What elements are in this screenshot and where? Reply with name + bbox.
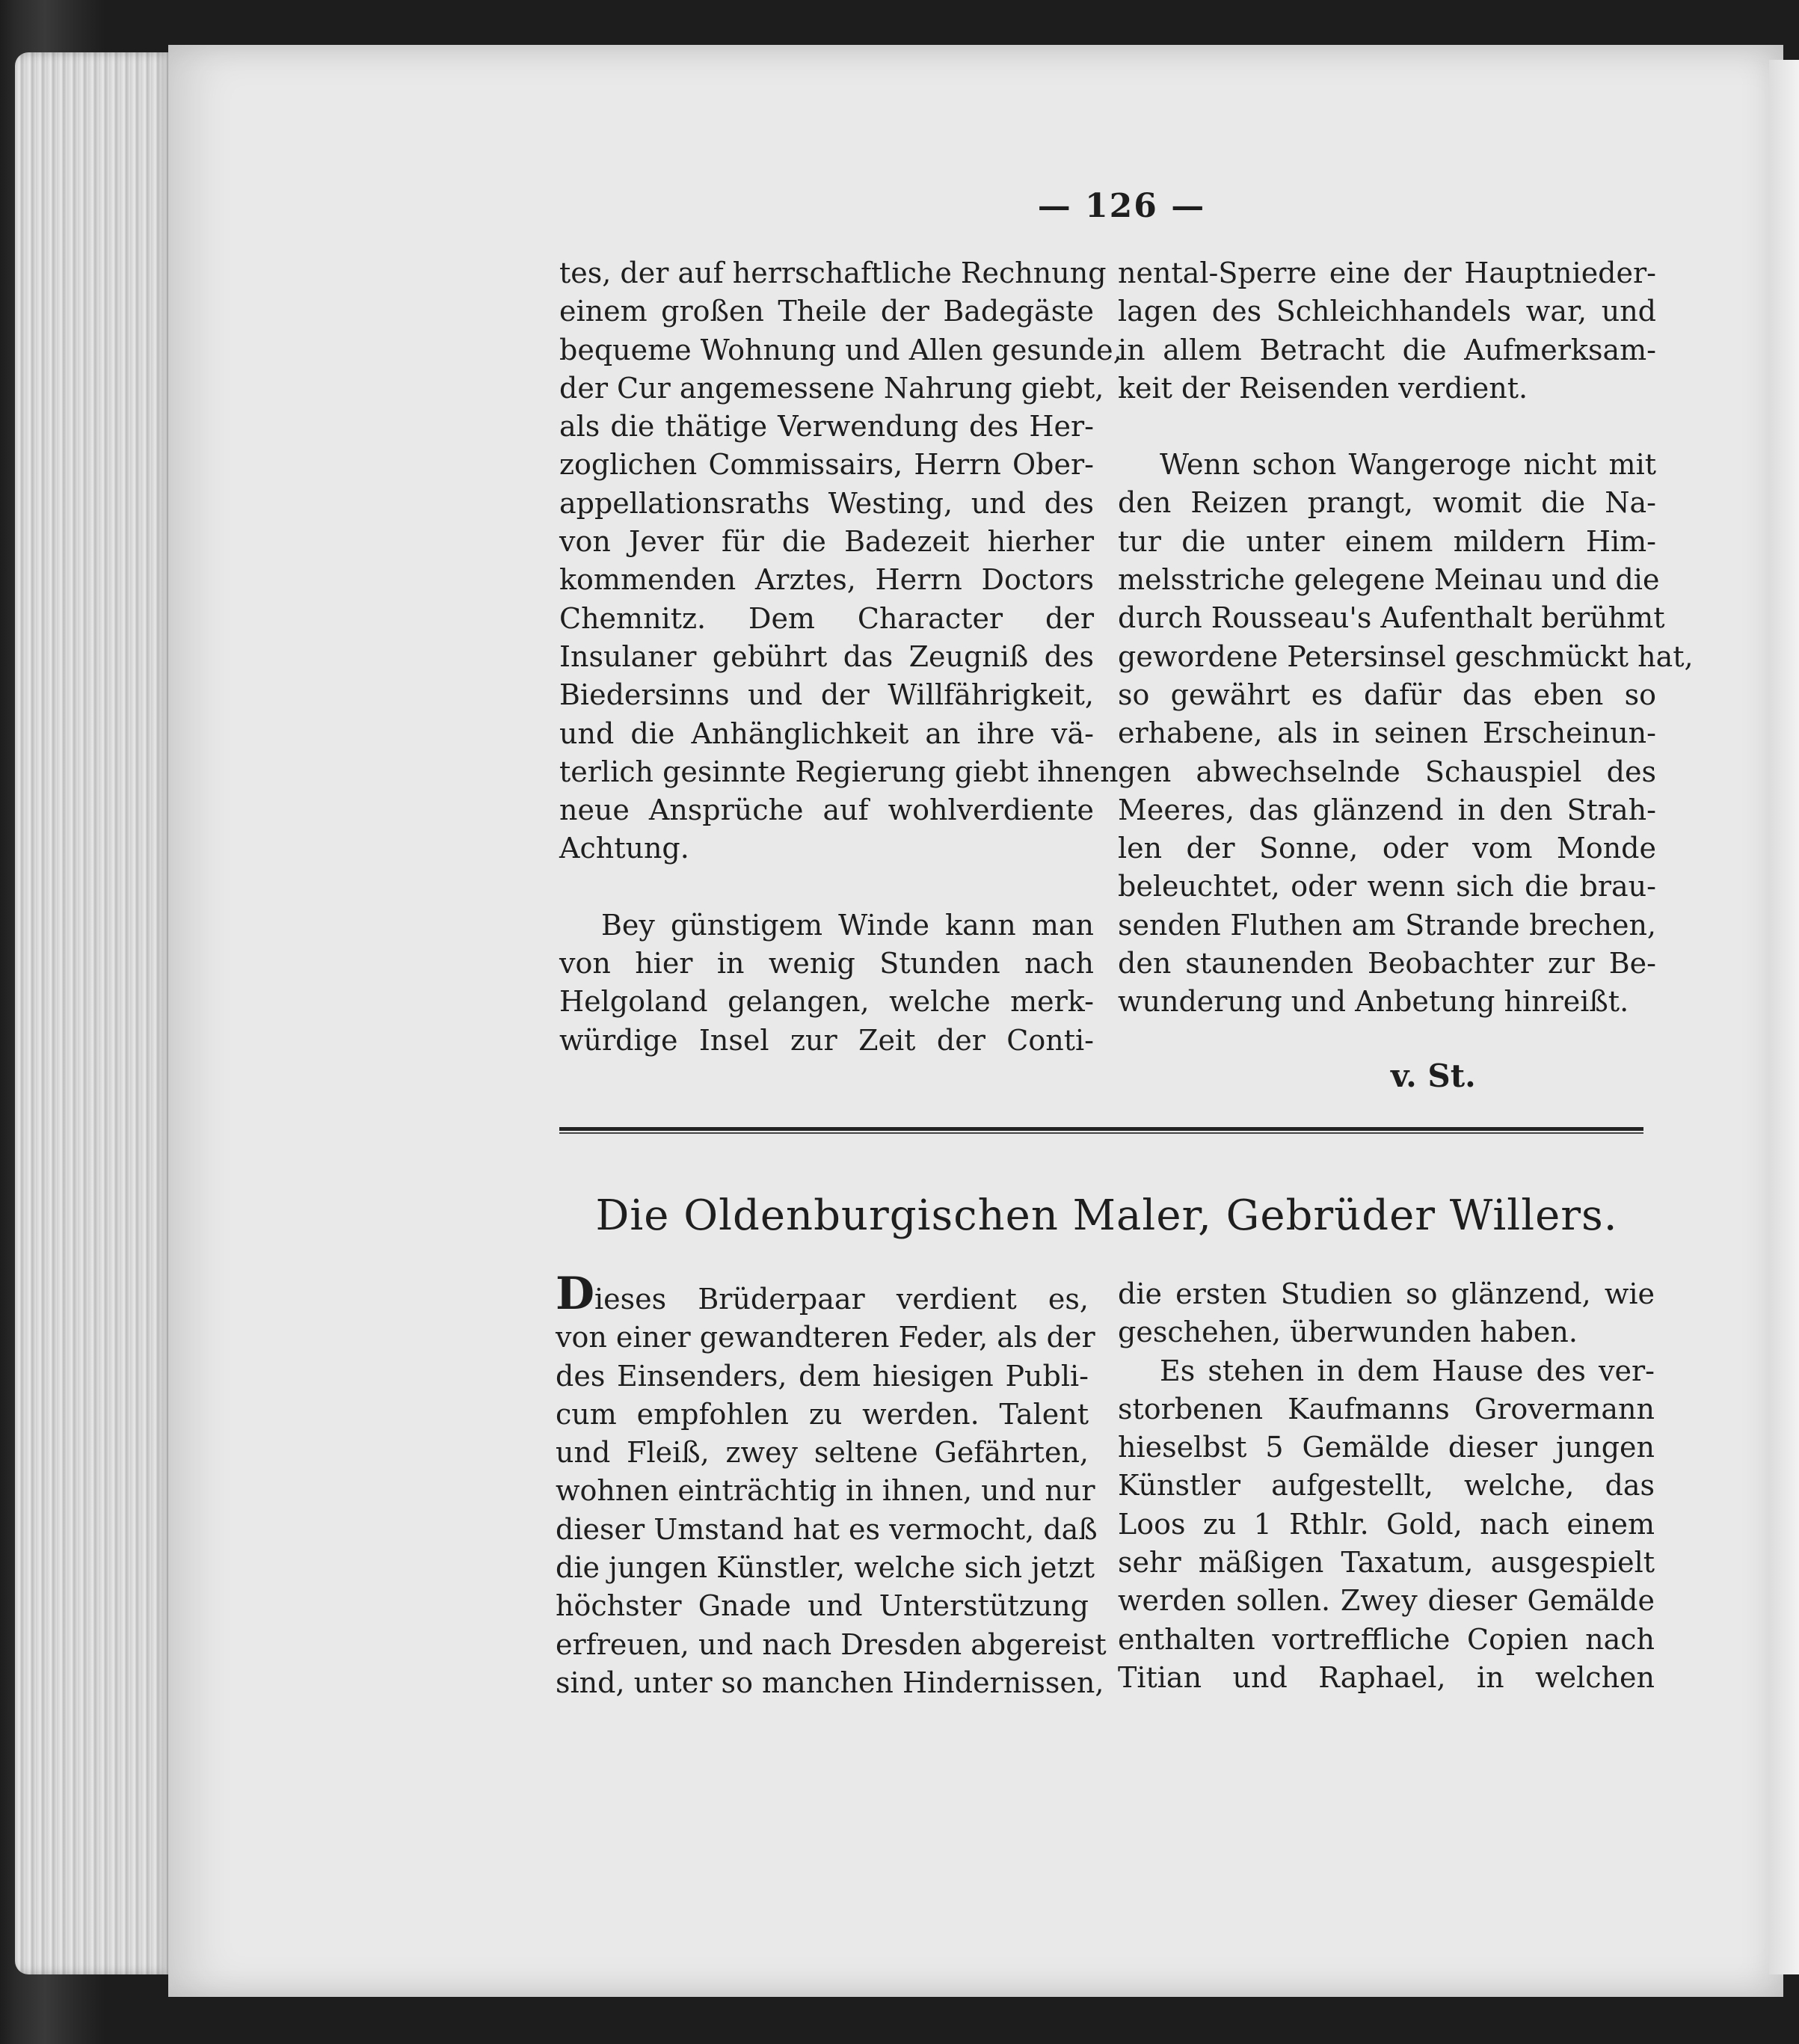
text-line: Biedersinns und der Willfährigkeit, xyxy=(559,678,1094,712)
text-line: bequeme Wohnung und Allen gesunde, xyxy=(559,333,1122,366)
article-heading: Die Oldenburgischen Maler, Gebrüder Willers. xyxy=(595,1191,1618,1240)
text-line: so gewährt es dafür das eben so xyxy=(1118,678,1656,711)
text-line: Achtung. xyxy=(559,832,689,865)
text-line: Bey günstigem Winde kann man xyxy=(601,908,1094,942)
text-line: werden sollen. Zwey dieser Gemälde xyxy=(1118,1584,1655,1618)
text-line: Loos zu 1 Rthlr. Gold, nach einem xyxy=(1118,1507,1655,1541)
text-line: zoglichen Commissairs, Herrn Ober- xyxy=(559,448,1094,482)
text-line: sehr mäßigen Taxatum, ausgespielt xyxy=(1118,1546,1655,1580)
section-divider xyxy=(559,1127,1643,1134)
text-line: Insulaner gebührt das Zeugniß des xyxy=(559,639,1094,673)
text-line: höchster Gnade und Unterstützung xyxy=(556,1589,1089,1623)
text-line: Helgoland gelangen, welche merk- xyxy=(559,985,1094,1019)
text-line: des Einsenders, dem hiesigen Publi- xyxy=(556,1359,1089,1393)
text-line: cum empfohlen zu werden. Talent xyxy=(556,1397,1089,1431)
text-line: die ersten Studien so glänzend, wie xyxy=(1118,1277,1655,1310)
text-line: Titian und Raphael, in welchen xyxy=(1118,1660,1655,1694)
text-line: nental-Sperre eine der Hauptnieder- xyxy=(1118,257,1656,289)
text-line: die jungen Künstler, welche sich jetzt xyxy=(556,1551,1095,1585)
text-line: lagen des Schleichhandels war, und xyxy=(1118,295,1656,328)
text-line: geschehen, überwunden haben. xyxy=(1118,1316,1578,1349)
text-line: beleuchtet, oder wenn sich die brau- xyxy=(1118,870,1656,903)
text-line: Chemnitz. Dem Character der xyxy=(559,601,1094,635)
text-line: wohnen einträchtig in ihnen, und nur xyxy=(556,1474,1095,1508)
text-line: von hier in wenig Stunden nach xyxy=(559,947,1094,980)
text-line: den staunenden Beobachter zur Be- xyxy=(1118,947,1656,980)
text-line: sind, unter so manchen Hindernissen, xyxy=(556,1666,1104,1699)
text-line xyxy=(556,1268,1089,1320)
text-line: gewordene Petersinsel geschmückt hat, xyxy=(1118,639,1694,673)
text-line: würdige Insel zur Zeit der Conti- xyxy=(559,1023,1094,1057)
text-line: keit der Reisenden verdient. xyxy=(1118,371,1528,405)
text-line: neue Ansprüche auf wohlverdiente xyxy=(559,794,1094,827)
text-line: Es stehen in dem Hause des ver- xyxy=(1160,1354,1655,1387)
text-line: hieselbst 5 Gemälde dieser jungen xyxy=(1118,1431,1655,1464)
text-line: terlich gesinnte Regierung giebt ihnen xyxy=(559,755,1119,788)
drop-cap: D xyxy=(556,1268,595,1320)
text-line: Wenn schon Wangeroge nicht mit xyxy=(1160,448,1656,482)
text-line: Künstler aufgestellt, welche, das xyxy=(1118,1469,1655,1503)
article1-right-column xyxy=(1118,254,1694,1022)
text-line: und Fleiß, zwey seltene Gefährten, xyxy=(556,1436,1089,1470)
text-line: von Jever für die Badezeit hierher xyxy=(559,525,1094,559)
text-line: und die Anhänglichkeit an ihre vä- xyxy=(559,716,1094,750)
text-line: enthalten vortreffliche Copien nach xyxy=(1118,1622,1655,1656)
text-line: als die thätige Verwendung des Her- xyxy=(559,410,1094,444)
text-line: storbenen Kaufmanns Grovermann xyxy=(1118,1392,1655,1425)
text-line: appellationsraths Westing, und des xyxy=(559,486,1094,520)
page-number: — 126 — xyxy=(1037,187,1206,225)
text-line: dieser Umstand hat es vermocht, daß xyxy=(556,1512,1098,1546)
text-line: erfreuen, und nach Dresden abgereist xyxy=(556,1627,1107,1661)
text-line: gen abwechselnde Schauspiel des xyxy=(1118,755,1656,788)
text-line: tes, der auf herrschaftliche Rechnung xyxy=(559,257,1107,289)
text-line: melsstriche gelegene Meinau und die xyxy=(1118,563,1660,597)
text-line: senden Fluthen am Strande brechen, xyxy=(1118,908,1656,942)
text-line: tur die unter einem mildern Him- xyxy=(1118,524,1656,558)
text-line: von einer gewandteren Feder, als der xyxy=(556,1321,1095,1354)
next-page-edge xyxy=(1769,60,1799,1974)
text-line: wunderung und Anbetung hinreißt. xyxy=(1118,985,1629,1019)
text-line: Meeres, das glänzend in den Strah- xyxy=(1118,793,1656,826)
article1-left-column xyxy=(559,254,1122,1060)
text-line: durch Rousseau's Aufenthalt berühmt xyxy=(1118,601,1665,635)
text-line: len der Sonne, oder vom Monde xyxy=(1118,832,1656,865)
article2-left-column xyxy=(556,1268,1107,1702)
article2-right-column xyxy=(1118,1275,1655,1697)
text-line: der Cur angemessene Nahrung giebt, xyxy=(559,371,1104,405)
author-signature: v. St. xyxy=(1391,1058,1476,1094)
text-line: einem großen Theile der Badegäste xyxy=(559,295,1094,328)
page-edges xyxy=(15,52,172,1974)
text-line: in allem Betracht die Aufmerksam- xyxy=(1118,333,1656,366)
text-line: kommenden Arztes, Herrn Doctors xyxy=(559,563,1094,597)
text-line: den Reizen prangt, womit die Na- xyxy=(1118,486,1656,520)
first-line-text: ieses Brüderpaar verdient es, xyxy=(594,1283,1089,1316)
text-line: erhabene, als in seinen Erscheinun- xyxy=(1118,716,1656,750)
